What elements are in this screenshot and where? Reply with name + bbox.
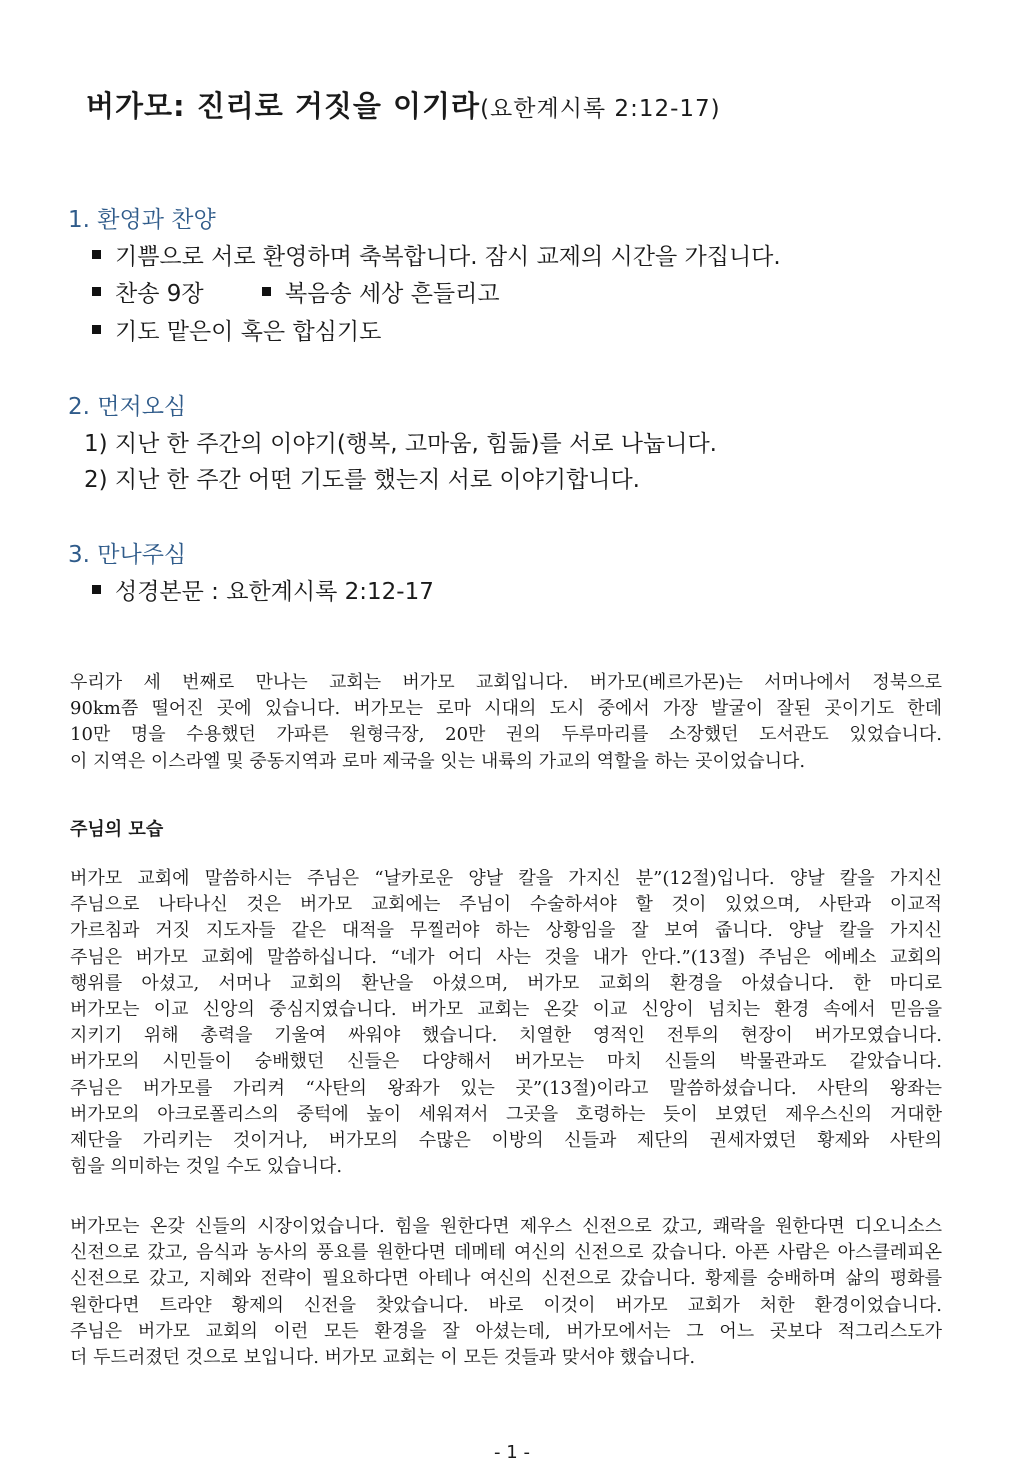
paragraph-line: 신전으로 갔고, 지혜와 전략이 필요하다면 아테나 여신의 신전으로 갔습니다. 황제를 숭배하며 삶의 평화를	[70, 1268, 942, 1290]
paragraph-line: 제단을 가리키는 것이거나, 버가모의 수많은 이방의 신들과 제단의 권세자였던 황제와 사탄의	[70, 1129, 942, 1151]
intro-paragraph	[70, 670, 942, 775]
paragraph-line: 가르침과 거짓 지도자들 같은 대적을 무찔러야 하는 상황임을 잘 보여 줍니다. 양날 칼을 가지신	[70, 920, 942, 942]
paragraph-line: 힘을 의미하는 것일 수도 있습니다.	[70, 1156, 343, 1178]
section-heading-first-coming: 2. 먼저오심	[68, 394, 187, 420]
paragraph-line: 주님은 버가모 교회의 이런 모든 환경을 잘 아셨는데, 버가모에서는 그 어느 곳보다 적그리스도가	[70, 1320, 942, 1342]
numbered-item: 2) 지난 한 주간 어떤 기도를 했는지 서로 이야기합니다.	[84, 467, 640, 493]
list-item-text: 성경본문 : 요한계시록 2:12-17	[115, 579, 434, 605]
list-item	[262, 275, 500, 308]
subheading-lords-appearance: 주님의 모습	[70, 819, 164, 840]
numbered-item: 1) 지난 한 주간의 이야기(행복, 고마움, 힘듦)를 서로 나눕니다.	[84, 431, 717, 457]
paragraph-line: 10만 명을 수용했던 가파른 원형극장, 20만 권의 두루마리를 소장했던 도서관도 있었습니다.	[70, 724, 942, 746]
paragraph-line: 버가모는 이교 신앙의 중심지였습니다. 버가모 교회는 온갖 이교 신앙이 넘치는 환경 속에서 믿음을	[70, 998, 942, 1020]
paragraph-line: 이 지역은 이스라엘 및 중동지역과 로마 제국을 잇는 내륙의 가교의 역할을 하는 곳이었습니다.	[70, 750, 806, 772]
paragraph-line: 주님은 버가모를 가리켜 “사탄의 왕좌가 있는 곳”(13절)이라고 말씀하셨습니다. 사탄의 왕좌는	[70, 1077, 942, 1099]
paragraph-line: 우리가 세 번째로 만나는 교회는 버가모 교회입니다. 버가모(베르가몬)는 서머나에서 정북으로	[70, 672, 942, 693]
paragraph-line: 지키기 위해 총력을 기울여 싸워야 했습니다. 치열한 영적인 전투의 현장이 버가모였습니다.	[70, 1025, 942, 1047]
paragraph-line: 주님은 버가모 교회에 말씀하십니다. “네가 어디 사는 것을 내가 안다.”(13절) 주님은 에베소 교회의	[70, 946, 942, 968]
paragraph-line: 버가모의 시민들이 숭배했던 신들은 다양해서 버가모는 마치 신들의 박물관과도 같았습니다.	[70, 1051, 942, 1073]
list-item	[92, 275, 204, 308]
list-item-text: 찬송 9장	[115, 281, 204, 307]
paragraph-line: 원한다면 트라얀 황제의 신전을 찾았습니다. 바로 이것이 버가모 교회가 처한 환경이었습니다.	[70, 1294, 942, 1316]
section-heading-meeting: 3. 만나주심	[68, 542, 187, 568]
square-bullet-icon	[92, 250, 101, 259]
paragraph-line: 신전으로 갔고, 음식과 농사의 풍요를 원한다면 데메테 여신의 신전으로 갔습니다. 아픈 사람은 아스클레피온	[70, 1242, 942, 1264]
page-number: - 1 -	[494, 1442, 530, 1463]
list-item-text: 기쁨으로 서로 환영하며 축복합니다. 잠시 교제의 시간을 가집니다.	[115, 244, 781, 270]
square-bullet-icon	[92, 585, 101, 594]
list-item-text: 복음송 세상 흔들리고	[285, 281, 500, 307]
paragraph-line: 90km쯤 떨어진 곳에 있습니다. 버가모는 로마 시대의 도시 중에서 가장 발굴이 잘된 곳이기도 한데	[70, 698, 942, 720]
square-bullet-icon	[262, 287, 271, 296]
section-heading-welcome: 1. 환영과 찬양	[68, 207, 216, 233]
list-item-text: 기도 맡은이 혹은 합심기도	[115, 319, 382, 345]
paragraph-line: 더 두드러졌던 것으로 보입니다. 버가모 교회는 이 모든 것들과 맞서야 했습니다.	[70, 1346, 696, 1368]
list-item	[92, 238, 781, 271]
paragraph-line: 버가모 교회에 말씀하시는 주님은 “날카로운 양날 칼을 가지신 분”(12절)입니다. 양날 칼을 가지신	[70, 868, 942, 889]
title-scripture-reference: (요한계시록 2:12-17)	[480, 96, 721, 122]
document-title	[86, 84, 721, 125]
paragraph-line: 주님으로 나타나신 것은 버가모 교회에는 주님이 수술하셔야 할 것이 있었으며, 사탄과 이교적	[70, 894, 942, 916]
square-bullet-icon	[92, 325, 101, 334]
list-item	[92, 313, 381, 346]
paragraph-line: 버가모의 아크로폴리스의 중턱에 높이 세워져서 그곳을 호령하는 듯이 보였던 제우스신의 거대한	[70, 1103, 942, 1125]
body-paragraph-2	[70, 866, 942, 1180]
list-item	[92, 573, 434, 606]
paragraph-line: 행위를 아셨고, 서머나 교회의 환난을 아셨으며, 버가모 교회의 환경을 아셨습니다. 한 마디로	[70, 972, 942, 994]
paragraph-line: 버가모는 온갖 신들의 시장이었습니다. 힘을 원한다면 제우스 신전으로 갔고, 쾌락을 원한다면 디오니소스	[70, 1216, 942, 1237]
title-main: 버가모: 진리로 거짓을 이기라	[86, 89, 481, 123]
body-paragraph-3	[70, 1214, 942, 1371]
square-bullet-icon	[92, 287, 101, 296]
